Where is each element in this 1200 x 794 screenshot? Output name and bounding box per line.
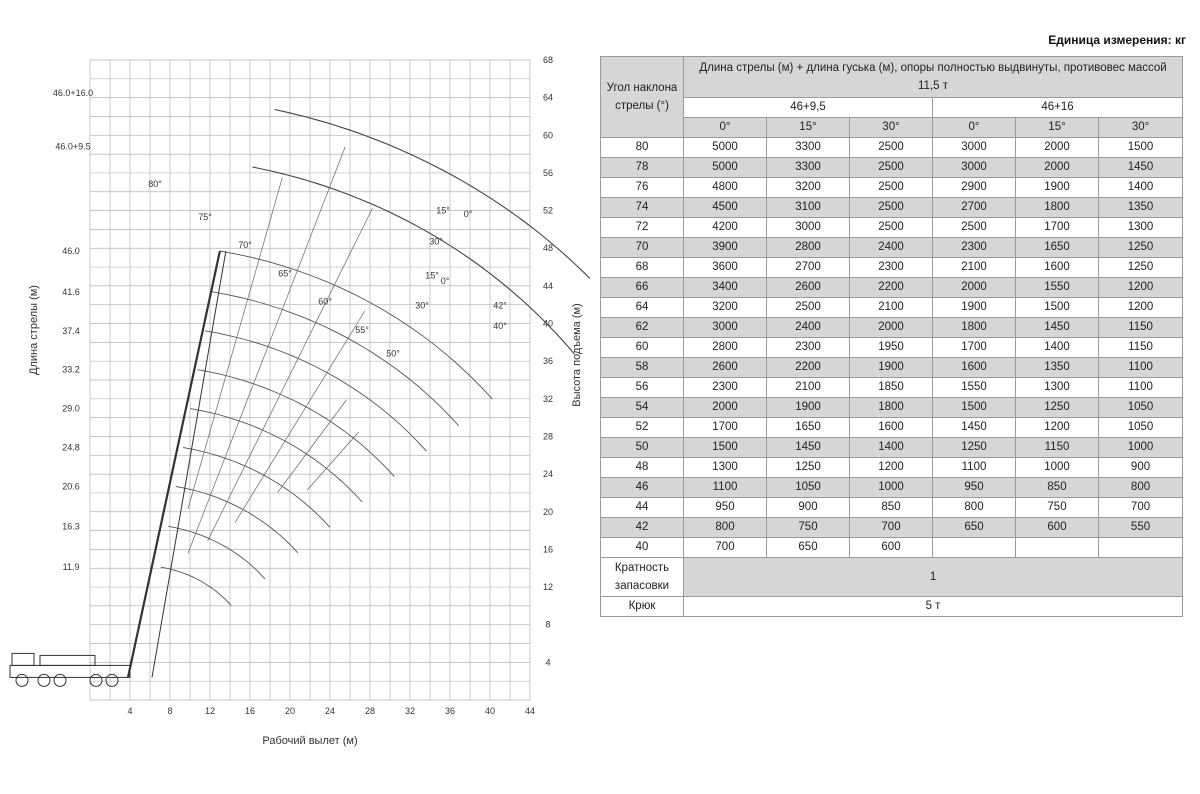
angle-cell: 54 xyxy=(601,398,684,418)
load-cell: 950 xyxy=(684,498,767,518)
unit-label: Единица измерения: кг xyxy=(1048,33,1186,47)
boom-length-label: 41.6 xyxy=(62,286,80,297)
table-row xyxy=(601,278,1183,298)
boom-length-label: 20.6 xyxy=(62,481,80,492)
table-row xyxy=(601,218,1183,238)
load-cell: 1450 xyxy=(767,438,850,458)
load-cell: 1350 xyxy=(1099,198,1183,218)
table-row xyxy=(601,178,1183,198)
table-row xyxy=(601,318,1183,338)
load-cell: 900 xyxy=(767,498,850,518)
load-cell: 3200 xyxy=(684,298,767,318)
load-cell: 700 xyxy=(1099,498,1183,518)
x-tick-label: 36 xyxy=(444,706,456,716)
x-tick-label: 28 xyxy=(364,706,376,716)
load-cell: 850 xyxy=(1016,478,1099,498)
table-row xyxy=(601,258,1183,278)
load-cell: 3400 xyxy=(684,278,767,298)
load-cell: 2500 xyxy=(850,198,933,218)
table-row xyxy=(601,158,1183,178)
table-row xyxy=(601,478,1183,498)
load-cell: 1700 xyxy=(933,338,1016,358)
load-cell: 1400 xyxy=(1099,178,1183,198)
boom-length-label: 16.3 xyxy=(62,521,80,532)
load-cell: 2600 xyxy=(684,358,767,378)
load-cell: 2100 xyxy=(767,378,850,398)
load-cell: 700 xyxy=(684,538,767,558)
load-cell: 1050 xyxy=(1099,418,1183,438)
load-cell: 2500 xyxy=(933,218,1016,238)
angle-cell: 76 xyxy=(601,178,684,198)
load-cell: 750 xyxy=(1016,498,1099,518)
crane-superstructure xyxy=(40,655,95,665)
load-cell: 1400 xyxy=(1016,338,1099,358)
boom-line xyxy=(128,251,220,677)
angle-guides xyxy=(188,147,373,554)
y-tick-label: 48 xyxy=(542,243,554,254)
y-tick-label: 64 xyxy=(542,92,554,103)
y-tick-label: 60 xyxy=(542,130,554,141)
load-cell: 2000 xyxy=(684,398,767,418)
jib-angle-label: 0° xyxy=(463,209,473,220)
load-cell: 2000 xyxy=(1016,158,1099,178)
angle-cell: 80 xyxy=(601,138,684,158)
boom-length-curve xyxy=(161,567,232,605)
load-cell: 2700 xyxy=(933,198,1016,218)
table-row xyxy=(601,338,1183,358)
hook-row xyxy=(601,597,1183,617)
angle-cell: 52 xyxy=(601,418,684,438)
boom-angle-label: 65° xyxy=(278,268,292,279)
table-row xyxy=(601,138,1183,158)
table-row xyxy=(601,238,1183,258)
load-cell: 1000 xyxy=(1016,458,1099,478)
jib-angle-label: 30° xyxy=(415,300,429,311)
load-cell: 1450 xyxy=(1099,158,1183,178)
offset-header: 30° xyxy=(1099,118,1183,138)
angle-cell: 42 xyxy=(601,518,684,538)
load-cell: 1900 xyxy=(1016,178,1099,198)
load-cell: 650 xyxy=(933,518,1016,538)
offset-header: 0° xyxy=(933,118,1016,138)
load-cell: 1000 xyxy=(1099,438,1183,458)
load-cell: 900 xyxy=(1099,458,1183,478)
load-cell: 1550 xyxy=(1016,278,1099,298)
load-cell: 2700 xyxy=(767,258,850,278)
y-tick-label: 68 xyxy=(542,55,554,65)
load-cell: 4200 xyxy=(684,218,767,238)
angle-cell: 40 xyxy=(601,538,684,558)
y-tick-label: 28 xyxy=(542,431,554,442)
load-cell xyxy=(1016,538,1099,558)
angle-cell: 46 xyxy=(601,478,684,498)
load-cell: 2500 xyxy=(850,178,933,198)
angle-cell: 72 xyxy=(601,218,684,238)
table-offset-row xyxy=(601,118,1183,138)
load-cell: 2100 xyxy=(933,258,1016,278)
angle-cell: 64 xyxy=(601,298,684,318)
load-cell: 700 xyxy=(850,518,933,538)
load-cell: 3900 xyxy=(684,238,767,258)
load-cell: 1900 xyxy=(933,298,1016,318)
y-tick-label: 24 xyxy=(542,469,554,480)
load-cell: 2100 xyxy=(850,298,933,318)
load-cell: 2300 xyxy=(767,338,850,358)
x-axis-title: Рабочий вылет (м) xyxy=(262,735,358,747)
y-tick-label: 36 xyxy=(542,356,554,367)
reeving-label: Кратность запасовки xyxy=(601,558,684,597)
load-cell: 1450 xyxy=(933,418,1016,438)
boom-length-label: 24.8 xyxy=(62,442,80,453)
load-cell: 2300 xyxy=(933,238,1016,258)
angle-cell: 58 xyxy=(601,358,684,378)
y-axis-title-right: Высота подъема (м) xyxy=(571,303,583,407)
boom-angle-label: 75° xyxy=(198,212,212,222)
jib-angle-label: 15° xyxy=(436,205,450,216)
table-row xyxy=(601,378,1183,398)
boom-length-label: 46.0 xyxy=(62,246,80,257)
load-cell xyxy=(1099,538,1183,558)
offset-header: 15° xyxy=(1016,118,1099,138)
table-row xyxy=(601,518,1183,538)
angle-cell: 50 xyxy=(601,438,684,458)
load-cell: 1900 xyxy=(767,398,850,418)
jib-boom-angle-label: 40° xyxy=(493,321,507,332)
load-cell: 1250 xyxy=(1099,258,1183,278)
boom-length-label: 29.0 xyxy=(62,403,80,414)
x-tick-label: 20 xyxy=(284,706,296,716)
load-cell: 3300 xyxy=(767,138,850,158)
table-row xyxy=(601,498,1183,518)
load-cell: 1800 xyxy=(1016,198,1099,218)
load-cell: 1600 xyxy=(933,358,1016,378)
angle-guide-line xyxy=(188,147,345,554)
reeving-value: 1 xyxy=(684,558,1183,597)
load-cell: 1600 xyxy=(850,418,933,438)
y-tick-label: 52 xyxy=(542,205,554,216)
angle-cell: 78 xyxy=(601,158,684,178)
table-row xyxy=(601,458,1183,478)
load-cell: 800 xyxy=(684,518,767,538)
load-cell: 1400 xyxy=(850,438,933,458)
angle-guide-line xyxy=(188,177,282,509)
load-cell: 800 xyxy=(1099,478,1183,498)
grid xyxy=(90,60,530,700)
angle-cell: 48 xyxy=(601,458,684,478)
load-cell: 1300 xyxy=(1016,378,1099,398)
load-cell: 1650 xyxy=(767,418,850,438)
load-cell: 2200 xyxy=(767,358,850,378)
x-tick-label: 8 xyxy=(167,706,173,716)
table-row xyxy=(601,538,1183,558)
load-cell: 1150 xyxy=(1099,338,1183,358)
load-cell: 2300 xyxy=(684,378,767,398)
y-tick-label: 8 xyxy=(545,619,551,630)
load-cell: 600 xyxy=(850,538,933,558)
reeving-row xyxy=(601,558,1183,597)
y-tick-label: 32 xyxy=(542,393,554,404)
load-cell: 2500 xyxy=(850,158,933,178)
load-cell: 800 xyxy=(933,498,1016,518)
y-tick-label: 20 xyxy=(542,506,554,517)
jib-curve-group xyxy=(275,110,590,324)
angle-cell: 70 xyxy=(601,238,684,258)
load-cell: 1250 xyxy=(767,458,850,478)
crane-wheel xyxy=(38,674,50,686)
x-tick-label: 12 xyxy=(204,706,216,716)
load-cell: 850 xyxy=(850,498,933,518)
boom-length-label: 46.0+16.0 xyxy=(52,87,94,98)
y-tick-label: 56 xyxy=(542,167,554,178)
x-tick-label: 24 xyxy=(324,706,336,716)
load-cell: 5000 xyxy=(684,158,767,178)
angle-cell: 56 xyxy=(601,378,684,398)
jib-curve xyxy=(275,110,590,324)
load-cell: 3000 xyxy=(933,138,1016,158)
load-cell: 2300 xyxy=(850,258,933,278)
load-cell: 2400 xyxy=(767,318,850,338)
load-cell: 1500 xyxy=(1016,298,1099,318)
load-cell: 1150 xyxy=(1099,318,1183,338)
load-cell: 1150 xyxy=(1016,438,1099,458)
offset-header: 0° xyxy=(684,118,767,138)
load-cell: 3200 xyxy=(767,178,850,198)
y-tick-label: 4 xyxy=(545,657,551,668)
table-row xyxy=(601,398,1183,418)
load-cell: 550 xyxy=(1099,518,1183,538)
crane-wheel xyxy=(106,674,118,686)
jib-curve xyxy=(252,167,574,354)
load-cell: 2200 xyxy=(850,278,933,298)
crane-cab xyxy=(12,653,34,665)
crane-chassis xyxy=(10,665,130,677)
load-cell: 2800 xyxy=(767,238,850,258)
load-cell: 1200 xyxy=(850,458,933,478)
table-row xyxy=(601,438,1183,458)
load-cell: 600 xyxy=(1016,518,1099,538)
boom-angle-label: 60° xyxy=(318,296,332,307)
angle-header: Угол наклона стрелы (°) xyxy=(601,57,684,138)
x-tick-label: 44 xyxy=(524,706,536,716)
load-cell: 1100 xyxy=(1099,358,1183,378)
load-cell: 2600 xyxy=(767,278,850,298)
load-cell: 1300 xyxy=(684,458,767,478)
load-cell: 3000 xyxy=(767,218,850,238)
load-table xyxy=(600,56,1183,617)
boom-length-label: 11.9 xyxy=(62,562,80,573)
angle-guide-line xyxy=(307,432,358,490)
load-cell: 950 xyxy=(933,478,1016,498)
load-cell: 3300 xyxy=(767,158,850,178)
angle-cell: 44 xyxy=(601,498,684,518)
load-cell: 1350 xyxy=(1016,358,1099,378)
load-cell xyxy=(933,538,1016,558)
angle-guide-line xyxy=(278,400,347,493)
boom-angle-label: 55° xyxy=(355,324,369,335)
load-cell: 750 xyxy=(767,518,850,538)
load-cell: 2000 xyxy=(850,318,933,338)
load-cell: 3000 xyxy=(684,318,767,338)
table-group-row xyxy=(601,98,1183,118)
load-cell: 1100 xyxy=(684,478,767,498)
load-cell: 650 xyxy=(767,538,850,558)
load-cell: 1600 xyxy=(1016,258,1099,278)
table-row xyxy=(601,298,1183,318)
load-cell: 1650 xyxy=(1016,238,1099,258)
y-tick-label: 12 xyxy=(542,582,554,593)
jib-angle-label: 30° xyxy=(429,236,443,247)
load-cell: 2500 xyxy=(767,298,850,318)
angle-cell: 62 xyxy=(601,318,684,338)
y-tick-label: 44 xyxy=(542,280,554,291)
crane-wheel xyxy=(54,674,66,686)
offset-header: 15° xyxy=(767,118,850,138)
boom-angle-label: 70° xyxy=(238,240,252,251)
boom-angle-label: 80° xyxy=(148,179,162,190)
load-cell: 1900 xyxy=(850,358,933,378)
load-cell: 3100 xyxy=(767,198,850,218)
load-cell: 1200 xyxy=(1099,298,1183,318)
hook-value: 5 т xyxy=(684,597,1183,617)
x-tick-label: 32 xyxy=(404,706,416,716)
load-cell: 3000 xyxy=(933,158,1016,178)
load-cell: 1100 xyxy=(933,458,1016,478)
angle-cell: 66 xyxy=(601,278,684,298)
load-cell: 1950 xyxy=(850,338,933,358)
y-axis-title-left: Длина стрелы (м) xyxy=(28,285,40,375)
crane-wheel xyxy=(90,674,102,686)
boom-line xyxy=(152,251,226,677)
load-cell: 1250 xyxy=(1099,238,1183,258)
load-cell: 1550 xyxy=(933,378,1016,398)
load-cell: 1000 xyxy=(850,478,933,498)
group-header: 46+9,5 xyxy=(684,98,933,118)
jib-boom-angle-label: 42° xyxy=(493,300,507,311)
load-cell: 1500 xyxy=(1099,138,1183,158)
load-cell: 2800 xyxy=(684,338,767,358)
boom-length-curve xyxy=(168,526,265,579)
offset-header: 30° xyxy=(850,118,933,138)
main-header: Длина стрелы (м) + длина гуська (м), опоры полностью выдвинуты, противовес массой 11,5 т xyxy=(684,57,1183,98)
load-cell: 1800 xyxy=(850,398,933,418)
x-tick-label: 16 xyxy=(244,706,256,716)
y-tick-label: 40 xyxy=(542,318,554,329)
load-cell: 1500 xyxy=(684,438,767,458)
load-cell: 2400 xyxy=(850,238,933,258)
hook-label: Крюк xyxy=(601,597,684,617)
x-tick-label: 40 xyxy=(484,706,496,716)
load-cell: 1100 xyxy=(1099,378,1183,398)
load-cell: 2000 xyxy=(933,278,1016,298)
table-header-row xyxy=(601,57,1183,98)
load-cell: 1050 xyxy=(767,478,850,498)
table-row xyxy=(601,358,1183,378)
group-header: 46+16 xyxy=(933,98,1183,118)
boom-angle-label: 50° xyxy=(386,348,400,359)
table-row xyxy=(601,418,1183,438)
load-cell: 1450 xyxy=(1016,318,1099,338)
load-cell: 1700 xyxy=(1016,218,1099,238)
load-cell: 4800 xyxy=(684,178,767,198)
load-chart xyxy=(0,0,590,794)
load-cell: 1800 xyxy=(933,318,1016,338)
load-cell: 2900 xyxy=(933,178,1016,198)
crane-wheel xyxy=(16,674,28,686)
load-cell: 4500 xyxy=(684,198,767,218)
load-cell: 2500 xyxy=(850,218,933,238)
angle-cell: 74 xyxy=(601,198,684,218)
load-cell: 1700 xyxy=(684,418,767,438)
load-cell: 1500 xyxy=(933,398,1016,418)
load-cell: 2000 xyxy=(1016,138,1099,158)
load-cell: 3600 xyxy=(684,258,767,278)
boom-length-label: 46.0+9.5 xyxy=(55,141,91,152)
jib-curve-group xyxy=(252,167,574,354)
boom-length-label: 37.4 xyxy=(62,325,80,336)
x-tick-label: 4 xyxy=(127,706,133,716)
jib-angle-label: 15° xyxy=(425,270,439,281)
load-cell: 2500 xyxy=(850,138,933,158)
load-cell: 1050 xyxy=(1099,398,1183,418)
load-cell: 1200 xyxy=(1099,278,1183,298)
table-row xyxy=(601,198,1183,218)
y-tick-label: 16 xyxy=(542,544,554,555)
load-cell: 1850 xyxy=(850,378,933,398)
load-cell: 1250 xyxy=(1016,398,1099,418)
boom-length-label: 33.2 xyxy=(62,364,80,375)
jib-angle-label: 0° xyxy=(440,276,450,286)
load-cell: 1250 xyxy=(933,438,1016,458)
angle-cell: 68 xyxy=(601,258,684,278)
angle-cell: 60 xyxy=(601,338,684,358)
load-cell: 1200 xyxy=(1016,418,1099,438)
load-cell: 5000 xyxy=(684,138,767,158)
load-cell: 1300 xyxy=(1099,218,1183,238)
